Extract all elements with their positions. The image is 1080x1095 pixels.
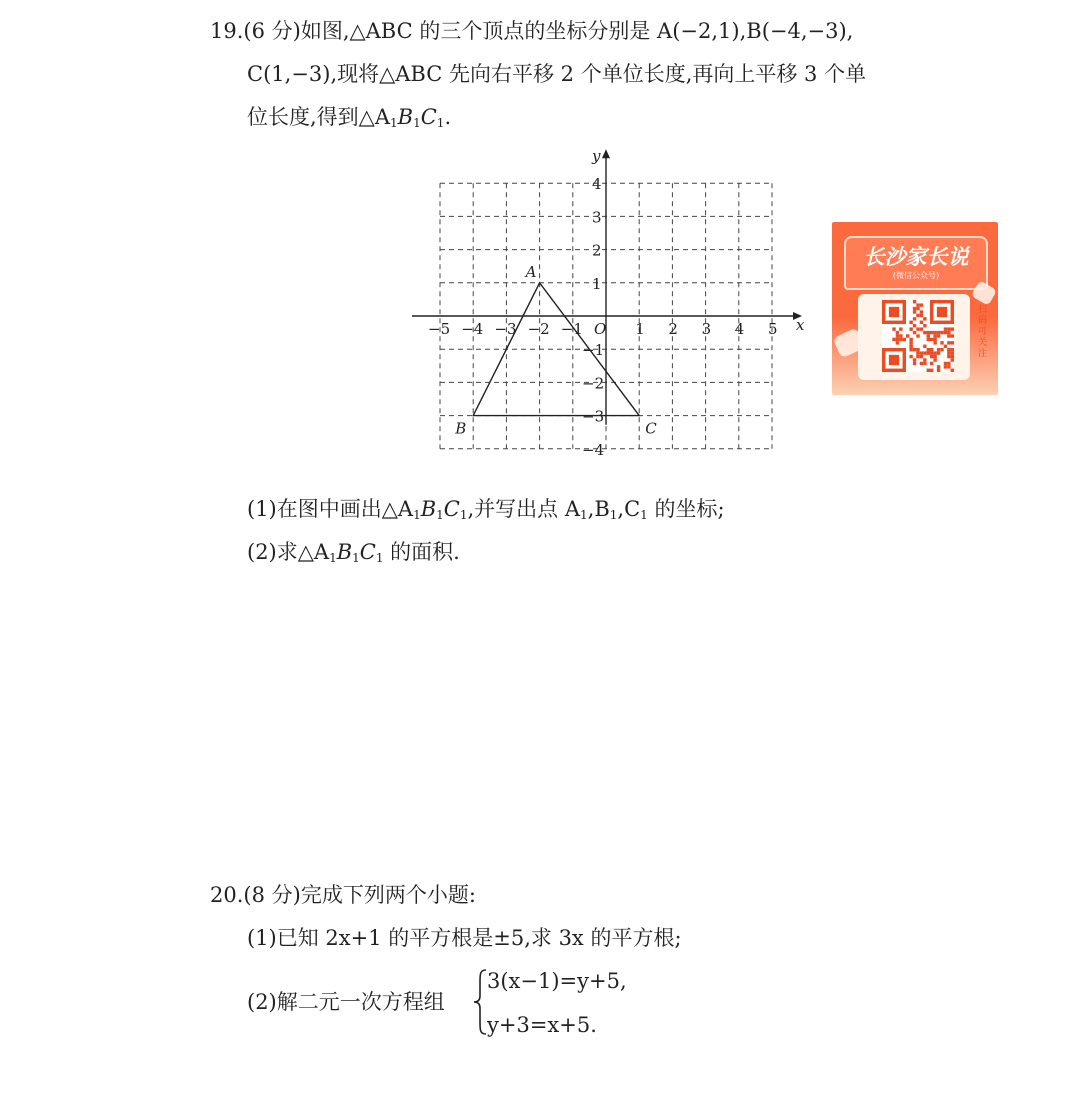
- vertex-label-b: B: [455, 419, 467, 438]
- triangle-abc: [454, 263, 657, 438]
- x-tick-label: 1: [635, 320, 645, 338]
- qr-panel: [858, 294, 970, 380]
- period: .: [444, 105, 452, 129]
- q19-part-1: [247, 494, 725, 530]
- part2-text: (2)求△A: [247, 540, 330, 564]
- part1-text: ,并写出点 A: [467, 497, 581, 521]
- q20-equation-1: 3(x−1)=y+5,: [487, 969, 627, 993]
- promo-title: 长沙家长说: [863, 245, 969, 269]
- origin-label: O: [594, 320, 607, 338]
- y-tick-label: 3: [592, 208, 602, 227]
- vertex-b-letter: B: [336, 540, 353, 564]
- subscript: 1: [436, 508, 444, 522]
- part2-text: 的面积.: [383, 540, 460, 564]
- x-tick-label: −2: [527, 320, 550, 338]
- x-tick-label: 4: [734, 320, 745, 338]
- left-brace-icon: [472, 968, 488, 1036]
- x-tick-label: −5: [428, 320, 451, 338]
- x-axis-label: x: [796, 316, 805, 334]
- x-tick-label: 5: [768, 320, 778, 338]
- q20-part-1: (1)已知 2x+1 的平方根是±5,求 3x 的平方根;: [247, 926, 682, 950]
- vertex-label-a: A: [525, 262, 537, 281]
- subscript: 1: [413, 116, 421, 130]
- subscript: 1: [640, 508, 648, 522]
- subscript: 1: [459, 508, 468, 522]
- q19-line-1: 19.(6 分)如图,△ABC 的三个顶点的坐标分别是 A(−2,1),B(−4,−3),: [210, 19, 854, 43]
- y-tick-label: −1: [582, 341, 605, 360]
- x-tick-label: 2: [668, 320, 678, 338]
- vertex-b-letter: B: [397, 105, 414, 129]
- x-tick-label: −4: [461, 320, 484, 338]
- q20-equation-2: y+3=x+5.: [487, 1013, 597, 1037]
- promo-subtitle: (微信公众号): [892, 271, 940, 280]
- q19-part-2: [247, 537, 460, 573]
- vertex-c-letter: C: [420, 105, 437, 129]
- q19-line-2: C(1,−3),现将△ABC 先向右平移 2 个单位长度,再向上平移 3 个单: [247, 62, 867, 86]
- q20-part-2-label: (2)解二元一次方程组: [247, 990, 445, 1014]
- wechat-promo-card[interactable]: [832, 222, 998, 395]
- y-axis-arrow: [602, 149, 610, 158]
- y-tick-label: 4: [592, 175, 602, 194]
- y-tick-label: 2: [592, 241, 602, 260]
- y-axis-label: y: [592, 147, 601, 166]
- q20-line-1: 20.(8 分)完成下列两个小题:: [210, 883, 476, 907]
- y-tick-label: −2: [582, 374, 605, 393]
- part1-text: ,C: [617, 497, 641, 521]
- subscript: 1: [375, 551, 384, 565]
- coordinate-grid-figure: [400, 140, 820, 485]
- y-tick-label: −3: [582, 407, 605, 426]
- qr-code-icon[interactable]: [882, 300, 954, 372]
- subscript: 1: [390, 116, 398, 130]
- q19-line-3: [247, 102, 451, 138]
- vertex-c-letter: C: [443, 497, 460, 521]
- x-tick-label: −3: [494, 320, 517, 338]
- promo-side-text: 扫码可关注: [976, 304, 986, 359]
- vertex-label-c: C: [645, 419, 657, 438]
- part1-text: ,B: [587, 497, 610, 521]
- subscript: 1: [436, 116, 445, 130]
- subscript: 1: [580, 508, 588, 522]
- axes: [412, 147, 805, 425]
- q19-line3-text: 位长度,得到△A: [247, 105, 390, 129]
- subscript: 1: [352, 551, 360, 565]
- y-tick-label: 1: [592, 274, 602, 293]
- subscript: 1: [413, 508, 421, 522]
- x-tick-label: −1: [560, 320, 583, 338]
- subscript: 1: [609, 508, 618, 522]
- vertex-b-letter: B: [420, 497, 437, 521]
- y-tick-label: −4: [582, 440, 605, 459]
- subscript: 1: [329, 551, 337, 565]
- part1-text: 的坐标;: [647, 497, 725, 521]
- part1-text: (1)在图中画出△A: [247, 497, 414, 521]
- x-tick-label: 3: [701, 320, 712, 338]
- vertex-c-letter: C: [359, 540, 376, 564]
- promo-banner: [844, 236, 988, 290]
